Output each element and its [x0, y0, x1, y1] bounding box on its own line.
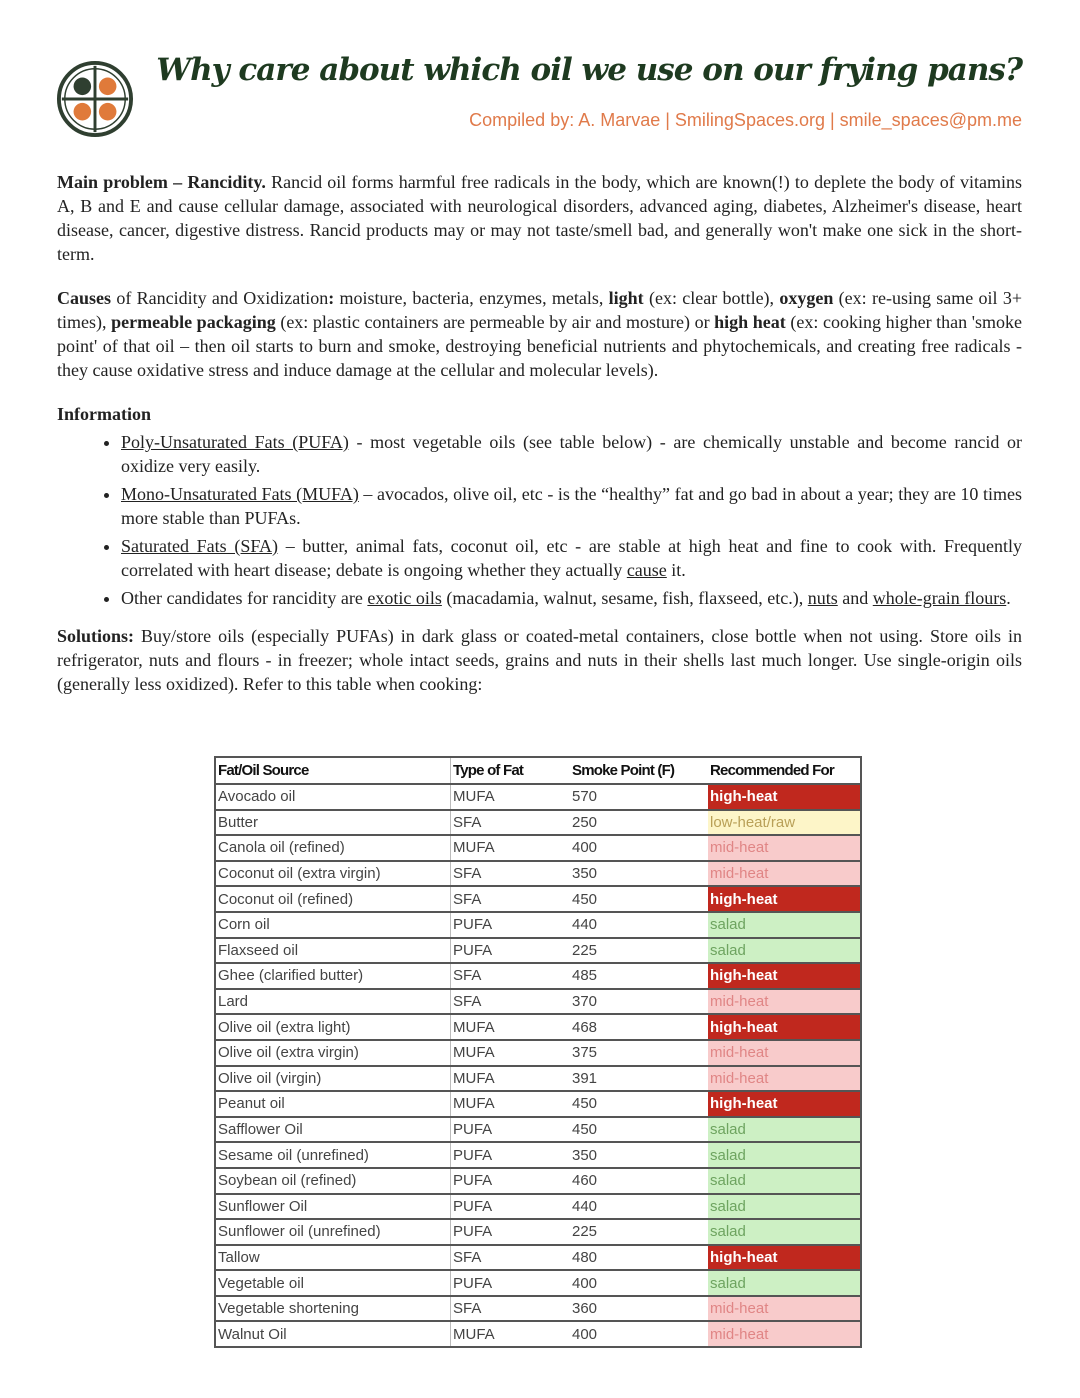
oil-table	[214, 756, 862, 1348]
information-list	[57, 430, 1022, 610]
table-row	[215, 835, 861, 861]
table-row	[215, 1270, 861, 1296]
cell-smoke-point: 350	[570, 861, 708, 887]
cell-type: SFA	[451, 989, 571, 1015]
nuts-link[interactable]: nuts	[807, 588, 838, 608]
cell-smoke-point: 440	[570, 912, 708, 938]
cell-smoke-point: 450	[570, 1091, 708, 1117]
list-item	[121, 586, 1022, 610]
cell-source: Sunflower oil (unrefined)	[215, 1219, 451, 1245]
cell-source: Avocado oil	[215, 784, 451, 810]
cell-type: PUFA	[451, 912, 571, 938]
table-row	[215, 1066, 861, 1092]
cell-smoke-point: 370	[570, 989, 708, 1015]
sfa-link[interactable]: Saturated Fats (SFA)	[121, 536, 279, 556]
text: (ex: clear bottle),	[643, 288, 780, 308]
text: (ex: cooking higher than 'smoke point' of that oil – then oil starts to burn and smoke, destroying beneficial nutrients and phytochemicals, and creating free radicals - they cause oxidative stress and induce damage at the cellular and molecular levels).	[57, 312, 1022, 380]
cell-source: Peanut oil	[215, 1091, 451, 1117]
text: it.	[666, 560, 686, 580]
text: – butter, animal fats, coconut oil, etc - are stable at high heat and fine to cook with. Frequently correlated with heart disease; debate is ongoing whether they actually	[121, 536, 1022, 580]
cell-type: SFA	[451, 886, 571, 912]
cell-type: SFA	[451, 1296, 571, 1322]
cell-recommended: mid-heat	[708, 835, 861, 861]
table-row	[215, 1014, 861, 1040]
cell-smoke-point: 400	[570, 1321, 708, 1347]
header-type: Type of Fat	[451, 757, 571, 784]
table-row	[215, 810, 861, 836]
table-row	[215, 861, 861, 887]
cell-source: Olive oil (virgin)	[215, 1066, 451, 1092]
cell-recommended: mid-heat	[708, 861, 861, 887]
cell-smoke-point: 225	[570, 938, 708, 964]
text: .	[1006, 588, 1011, 608]
header-smoke: Smoke Point (F)	[570, 757, 708, 784]
cell-source: Ghee (clarified butter)	[215, 963, 451, 989]
header-source: Fat/Oil Source	[215, 757, 451, 784]
text: of Rancidity and Oxidization	[111, 288, 329, 308]
cell-source: Olive oil (extra virgin)	[215, 1040, 451, 1066]
cell-recommended: salad	[708, 912, 861, 938]
flours-link[interactable]: whole-grain flours	[872, 588, 1007, 608]
cell-smoke-point: 400	[570, 1270, 708, 1296]
cell-type: PUFA	[451, 1117, 571, 1143]
cell-smoke-point: 480	[570, 1245, 708, 1271]
cell-source: Sesame oil (unrefined)	[215, 1142, 451, 1168]
lead: Causes	[57, 288, 112, 308]
table-row	[215, 1245, 861, 1271]
list-item	[121, 482, 1022, 530]
table-row	[215, 912, 861, 938]
table-row	[215, 1219, 861, 1245]
table-row	[215, 1168, 861, 1194]
list-item	[121, 430, 1022, 478]
cell-smoke-point: 250	[570, 810, 708, 836]
cell-smoke-point: 450	[570, 1117, 708, 1143]
cell-source: Sunflower Oil	[215, 1194, 451, 1220]
cell-type: PUFA	[451, 1270, 571, 1296]
cell-source: Tallow	[215, 1245, 451, 1271]
cell-recommended: salad	[708, 938, 861, 964]
text: - most vegetable oils (see table below) - are chemically unstable and become rancid or oxidize very easily.	[121, 432, 1023, 476]
list-item	[121, 534, 1022, 582]
text: (ex: re-using same oil 3+ times),	[57, 288, 1023, 332]
text: and	[837, 588, 873, 608]
text: Buy/store oils (especially PUFAs) in dark glass or coated-metal containers, close bottle when not using. Store oils in refrigerator, nuts and flours - in freezer; whole intact seeds, grains and nuts in their shells last much longer. Use single-origin oils (generally less oxidized). Refer to this table when cooking:	[57, 626, 1022, 694]
cell-type: PUFA	[451, 1142, 571, 1168]
logo-icon	[56, 60, 134, 138]
text: Other candidates for rancidity are	[121, 588, 368, 608]
cell-type: SFA	[451, 861, 571, 887]
lead: Main problem – Rancidity.	[57, 172, 266, 192]
cell-type: MUFA	[451, 1091, 571, 1117]
cell-type: PUFA	[451, 1219, 571, 1245]
table-row	[215, 886, 861, 912]
cell-type: SFA	[451, 810, 571, 836]
lead: Solutions:	[57, 626, 135, 646]
cell-smoke-point: 360	[570, 1296, 708, 1322]
cell-source: Vegetable oil	[215, 1270, 451, 1296]
pufa-link[interactable]: Poly-Unsaturated Fats (PUFA)	[121, 432, 349, 452]
cell-source: Canola oil (refined)	[215, 835, 451, 861]
cell-type: SFA	[451, 963, 571, 989]
cell-smoke-point: 485	[570, 963, 708, 989]
cell-type: MUFA	[451, 835, 571, 861]
cell-smoke-point: 225	[570, 1219, 708, 1245]
cell-smoke-point: 400	[570, 835, 708, 861]
table-row	[215, 989, 861, 1015]
main-problem-paragraph	[57, 170, 1022, 266]
cell-type: PUFA	[451, 938, 571, 964]
table-row	[215, 1142, 861, 1168]
cell-recommended: salad	[708, 1219, 861, 1245]
table-row	[215, 1321, 861, 1347]
table-row	[215, 1117, 861, 1143]
header-recommended: Recommended For	[708, 757, 861, 784]
cell-type: MUFA	[451, 1066, 571, 1092]
cell-source: Safflower Oil	[215, 1117, 451, 1143]
table-row	[215, 1296, 861, 1322]
causes-paragraph	[57, 286, 1022, 382]
cell-recommended: high-heat	[708, 784, 861, 810]
table-row	[215, 938, 861, 964]
colon: :	[328, 288, 335, 308]
cell-source: Vegetable shortening	[215, 1296, 451, 1322]
table-row	[215, 1091, 861, 1117]
cell-recommended: mid-heat	[708, 1040, 861, 1066]
cell-smoke-point: 350	[570, 1142, 708, 1168]
text: – avocados, olive oil, etc - is the “healthy” fat and go bad in about a year; they are 10 times more stable than PUFAs.	[121, 484, 1022, 528]
cell-smoke-point: 570	[570, 784, 708, 810]
cell-source: Coconut oil (extra virgin)	[215, 861, 451, 887]
cell-recommended: low-heat/raw	[708, 810, 861, 836]
cell-recommended: salad	[708, 1270, 861, 1296]
cell-source: Soybean oil (refined)	[215, 1168, 451, 1194]
cell-type: MUFA	[451, 784, 571, 810]
text: (ex: plastic containers are permeable by air and mosture) or	[275, 312, 715, 332]
light: light	[608, 288, 644, 308]
cause-link[interactable]: cause	[626, 560, 667, 580]
cell-recommended: salad	[708, 1117, 861, 1143]
information-heading: Information	[57, 404, 151, 424]
table-row	[215, 963, 861, 989]
table-row	[215, 784, 861, 810]
cell-type: PUFA	[451, 1168, 571, 1194]
cell-recommended: mid-heat	[708, 1066, 861, 1092]
cell-smoke-point: 440	[570, 1194, 708, 1220]
cell-source: Flaxseed oil	[215, 938, 451, 964]
permeable: permeable packaging	[111, 312, 276, 332]
cell-smoke-point: 468	[570, 1014, 708, 1040]
mufa-link[interactable]: Mono-Unsaturated Fats (MUFA)	[121, 484, 359, 504]
exotic-oils-link[interactable]: exotic oils	[367, 588, 442, 608]
cell-recommended: high-heat	[708, 963, 861, 989]
cell-type: SFA	[451, 1245, 571, 1271]
cell-source: Corn oil	[215, 912, 451, 938]
cell-source: Walnut Oil	[215, 1321, 451, 1347]
cell-source: Coconut oil (refined)	[215, 886, 451, 912]
cell-type: MUFA	[451, 1040, 571, 1066]
cell-smoke-point: 460	[570, 1168, 708, 1194]
cell-source: Butter	[215, 810, 451, 836]
cell-smoke-point: 375	[570, 1040, 708, 1066]
cell-recommended: high-heat	[708, 1245, 861, 1271]
cell-recommended: salad	[708, 1194, 861, 1220]
cell-recommended: mid-heat	[708, 1296, 861, 1322]
table-row	[215, 1194, 861, 1220]
cell-type: MUFA	[451, 1321, 571, 1347]
text: Rancid oil forms harmful free radicals in the body, which are known(!) to deplete the body of vitamins A, B and E and cause cellular damage, associated with neurological disorders, advanced aging, diabetes, Alzheimer's disease, heart disease, cancer, digestive distress. Rancid products may or may not taste/smell bad, and generally won't make one sick in the short-term.	[57, 172, 1022, 264]
cell-recommended: high-heat	[708, 886, 861, 912]
cell-smoke-point: 450	[570, 886, 708, 912]
table-header	[215, 757, 861, 784]
page-title: Why care about which oil we use on our frying pans?	[156, 52, 1022, 88]
solutions-paragraph	[57, 624, 1022, 696]
cell-recommended: high-heat	[708, 1091, 861, 1117]
cell-source: Olive oil (extra light)	[215, 1014, 451, 1040]
page-subtitle: Compiled by: A. Marvae | SmilingSpaces.org | smile_spaces@pm.me	[469, 110, 1022, 130]
table-row	[215, 1040, 861, 1066]
cell-smoke-point: 391	[570, 1066, 708, 1092]
cell-recommended: salad	[708, 1168, 861, 1194]
text: (macadamia, walnut, sesame, fish, flaxseed, etc.),	[441, 588, 808, 608]
cell-source: Lard	[215, 989, 451, 1015]
document-body	[57, 170, 1022, 716]
cell-recommended: salad	[708, 1142, 861, 1168]
cell-recommended: mid-heat	[708, 1321, 861, 1347]
cell-type: MUFA	[451, 1014, 571, 1040]
text: moisture, bacteria, enzymes, metals,	[334, 288, 609, 308]
heat: high heat	[714, 312, 786, 332]
oxygen: oxygen	[779, 288, 834, 308]
cell-recommended: high-heat	[708, 1014, 861, 1040]
cell-recommended: mid-heat	[708, 989, 861, 1015]
cell-type: PUFA	[451, 1194, 571, 1220]
